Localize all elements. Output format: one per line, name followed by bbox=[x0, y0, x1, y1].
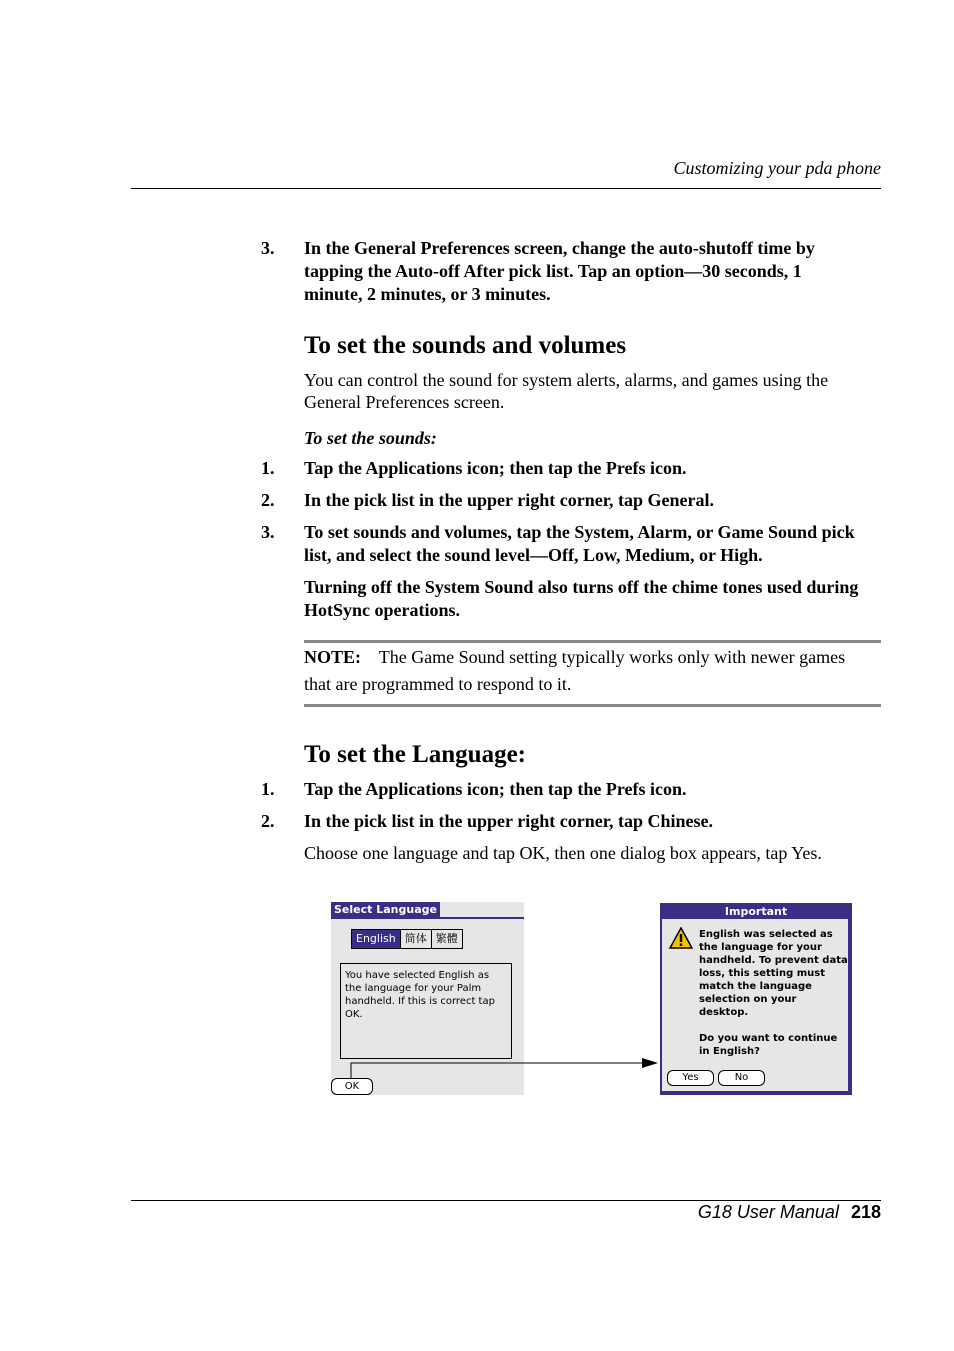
step-text: In the General Preferences screen, change the auto-shutoff time by tapping the Auto-off After pick list. Tap an option—30 seconds, 1 minute, 2 minutes, or 3 minutes. bbox=[304, 238, 815, 304]
footer-rule bbox=[131, 1200, 881, 1201]
yes-button[interactable]: Yes bbox=[667, 1070, 714, 1086]
no-button[interactable]: No bbox=[718, 1070, 765, 1086]
step-text: Tap the Applications icon; then tap the Prefs icon. bbox=[304, 779, 687, 799]
manual-title: G18 User Manual bbox=[697, 1202, 839, 1222]
step-text: To set sounds and volumes, tap the System, Alarm, or Game Sound pick list, and select the sound level—Off, Low, Medium, or High. bbox=[304, 522, 855, 565]
important-message bbox=[699, 928, 849, 1058]
important-message-1: English was selected as the language for your handheld. To prevent data loss, this setting must match the language selection on your desktop. bbox=[699, 929, 848, 1018]
sounds-followup: Turning off the System Sound also turns off the chime tones used during HotSync operations. bbox=[304, 577, 859, 620]
note-text: The Game Sound setting typically works only with newer games that are programmed to respond to it. bbox=[304, 647, 846, 694]
language-heading: To set the Language: bbox=[304, 741, 527, 768]
language-body: Choose one language and tap OK, then one dialog box appears, tap Yes. bbox=[304, 843, 822, 863]
step-number: 3. bbox=[261, 238, 275, 258]
ok-button[interactable]: OK bbox=[331, 1078, 373, 1095]
step-number: 2. bbox=[261, 811, 275, 831]
sounds-intro: You can control the sound for system alerts, alarms, and games using the General Preferences screen. bbox=[304, 370, 829, 412]
important-message-2: Do you want to continue in English? bbox=[699, 1033, 838, 1057]
step-text: Tap the Applications icon; then tap the Prefs icon. bbox=[304, 458, 687, 478]
step-number: 2. bbox=[261, 490, 275, 510]
running-header: Customizing your pda phone bbox=[673, 158, 881, 178]
select-language-message: You have selected English as the language for your Palm handheld. If this is correct tap OK. bbox=[340, 963, 512, 1059]
language-option-traditional[interactable]: 繁體 bbox=[435, 932, 458, 945]
step-number: 3. bbox=[261, 522, 275, 542]
step-number: 1. bbox=[261, 458, 275, 478]
step-text: In the pick list in the upper right corner, tap General. bbox=[304, 490, 715, 510]
note-label: NOTE: bbox=[304, 647, 362, 667]
sounds-heading: To set the sounds and volumes bbox=[304, 332, 627, 359]
header-rule bbox=[131, 188, 881, 189]
footer bbox=[698, 1202, 881, 1223]
page-number: 218 bbox=[850, 1202, 881, 1222]
arrow-connector bbox=[330, 1055, 662, 1081]
sounds-subheading: To set the sounds: bbox=[304, 428, 437, 448]
important-dialog-screenshot bbox=[660, 903, 852, 1095]
language-selector bbox=[351, 929, 463, 949]
step-number: 1. bbox=[261, 779, 275, 799]
important-body bbox=[662, 919, 848, 1091]
important-title: Important bbox=[724, 905, 788, 918]
language-option-simplified[interactable]: 简体 bbox=[401, 930, 432, 948]
title-underline bbox=[331, 917, 524, 919]
language-option-english[interactable]: English bbox=[352, 930, 401, 948]
warning-icon bbox=[669, 927, 693, 949]
note bbox=[304, 644, 864, 698]
step-text: In the pick list in the upper right corner, tap Chinese. bbox=[304, 811, 714, 831]
select-language-title: Select Language bbox=[331, 902, 440, 918]
